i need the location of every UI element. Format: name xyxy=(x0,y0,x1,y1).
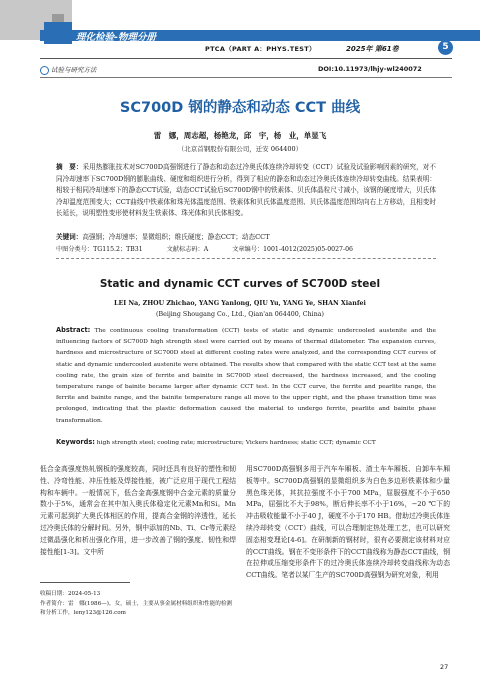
page-badge: 5 xyxy=(438,40,453,55)
journal-name: PTCA（PART A：PHYS.TEST） xyxy=(205,45,316,53)
keywords-en xyxy=(56,437,436,448)
authors-en: LEI Na, ZHOU Zhichao, YANG Yanlong, QIU Yu, YANG Ye, SHAN Xianfei xyxy=(114,300,366,307)
issue-label: 2025年 第61卷 xyxy=(346,45,399,53)
journal-logo-text: 理化检验-物理分册 xyxy=(76,32,156,43)
abstract-en-text: The continuous cooling transformation (CCT) tests of static and dynamic undercooled austenite and the influencing factors of SC700D high strength steel were carried out by means of thermal dilatometer. The expansion curves, hardness and microstructure of SC700D steel at different cooling rates were analyzed, and the corresponding CCT curves of static and dynamic undercooled austenite were obtained. The results show that compared with the static CCT test at the same cooling rate, the grain size of ferrite and bainite in SC700D steel decreased, the hardness increased, and the cooling temperature range of bainite became larger after dynamic CCT test. In the CCT curve, the ferrite and pearlite range, the ferrite and bainite range, and the bainite temperature range all move to the upper right, and the phase transition time was prolonged, indicating that the plastic deformation caused the material to undergo ferrite, pearlite and bainite phase transformation. xyxy=(56,328,437,424)
author-bio: 作者简介：雷 娜(1986—)，女，硕士，主要从事金属材料组织和性能的检测和分析工作，leny123@126.com xyxy=(40,600,233,616)
article-number: 文章编号：1001-4012(2025)05-0027-06 xyxy=(232,246,353,253)
title-cn: SC700D 钢的静态和动态 CCT 曲线 xyxy=(119,100,361,116)
classification-row xyxy=(56,244,375,253)
abstract-cn-label: 摘 要： xyxy=(56,163,83,171)
authors-cn: 雷 娜，周志超，杨艳龙，邱 宇，杨 业，单显飞 xyxy=(153,131,327,140)
clc-number: 中图分类号：TG115.2；TB31 xyxy=(56,246,143,253)
abstract-en-label: Abstract: xyxy=(56,326,91,334)
abstract-cn xyxy=(56,162,436,220)
header-rule xyxy=(40,58,452,59)
keywords-cn xyxy=(56,232,436,242)
keywords-en-label: Keywords: xyxy=(56,438,95,446)
body-right-column: 用SC700D高强钢多用于汽车车厢板、渣土车车厢板、自卸车车厢板等中。SC700D高强钢的显微组织多为白色多边形铁素体和少量黑色珠光体，其抗拉强度不小于700 MPa，屈服强度不小于650 MPa，屈强比不大于98%，断后伸长率不小于16%，−20 ℃下的冲击吸收能量不小于40 J，硬度不小于170 HB。借助过冷奥氏体连续冷却转变（CCT）曲线，可以合理制定热处理工艺，也可以研究固态相变理论[4-6]。在研制新的钢材时，很有必要测定该材料对应的CCT曲线。钢在不变形条件下的CCT曲线称为静态CCT曲线，钢在拉伸或压缩变形条件下的过冷奥氏体连续冷却转变曲线称为动态CCT曲线。笔者以某厂生产的SC700D高强钢为研究对象，利用 xyxy=(246,465,450,580)
body-left-column: 低合金高强度热轧钢板的强度较高，同时还具有良好的塑性和韧性、冷弯性能、冲压性能及焊接性能，被广泛应用于现代工程结构和车辆中。一般情况下，低合金高强度钢中合金元素的质量分数小于5%，通常会在其中加入奥氏体稳定化元素Mn和Si。Mn元素可起到扩大奥氏体相区的作用，提高合金钢的淬透性，延长过冷奥氏体的分解时间。另外，钢中添加的Nb、Ti、Cr等元素经过微晶强化和析出强化作用，进一步改善了钢的强度、韧性和焊接性能[1-3]。文中所 xyxy=(40,465,236,556)
divider xyxy=(56,258,436,259)
column-tag: 试验与研究方法 xyxy=(51,66,97,74)
keywords-cn-text: 高强钢；冷却速率；显微组织；维氏硬度；静态CCT；动态CCT xyxy=(82,233,270,241)
keywords-en-text: high strength steel; cooling rate; microstructure; Vickers hardness; static CCT; dynamic CCT xyxy=(96,440,376,446)
affiliation-en: (Beijing Shougang Co., Ltd., Qian'an 064400, China) xyxy=(156,311,324,318)
section-rule xyxy=(40,77,452,78)
document-code: 文献标志码：A xyxy=(166,246,209,253)
affiliation-cn: （北京首钢股份有限公司，迁安 064400） xyxy=(177,145,303,153)
footnote xyxy=(40,590,236,619)
doi: DOI:10.11973/lhjy-wl240072 xyxy=(318,65,422,73)
abstract-en xyxy=(56,325,436,427)
logo-mark xyxy=(44,22,72,44)
received-date: 收稿日期：2024-05-13 xyxy=(40,591,101,597)
page-number: 27 xyxy=(440,663,449,671)
footnote-rule xyxy=(40,582,130,583)
title-en: Static and dynamic CCT curves of SC700D steel xyxy=(99,278,381,290)
column-circle-icon xyxy=(40,66,49,75)
abstract-cn-text: 采用热膨胀技术对SC700D高强钢进行了静态和动态过冷奥氏体连续冷却转变（CCT）试验及试验影响因素的研究，对不同冷却速率下SC700D钢的膨胀曲线、硬度和组织进行分析，得到了相应的静态和动态过冷奥氏体连续冷却转变曲线。结果表明：相较于相同冷却速率下的静态CCT试验，动态CCT试验后SC700D钢中的铁素体、贝氏体晶粒尺寸减小，该钢的硬度增大，贝氏体冷却温度范围变大；CCT曲线中铁素体和珠光体温度范围、铁素体和贝氏体温度范围、贝氏体温度范围均向右上方移动，且相变时长延长，说明塑性变形使材料发生铁素体、珠光体和贝氏体相变。 xyxy=(56,163,437,218)
keywords-cn-label: 关键词： xyxy=(56,233,83,241)
